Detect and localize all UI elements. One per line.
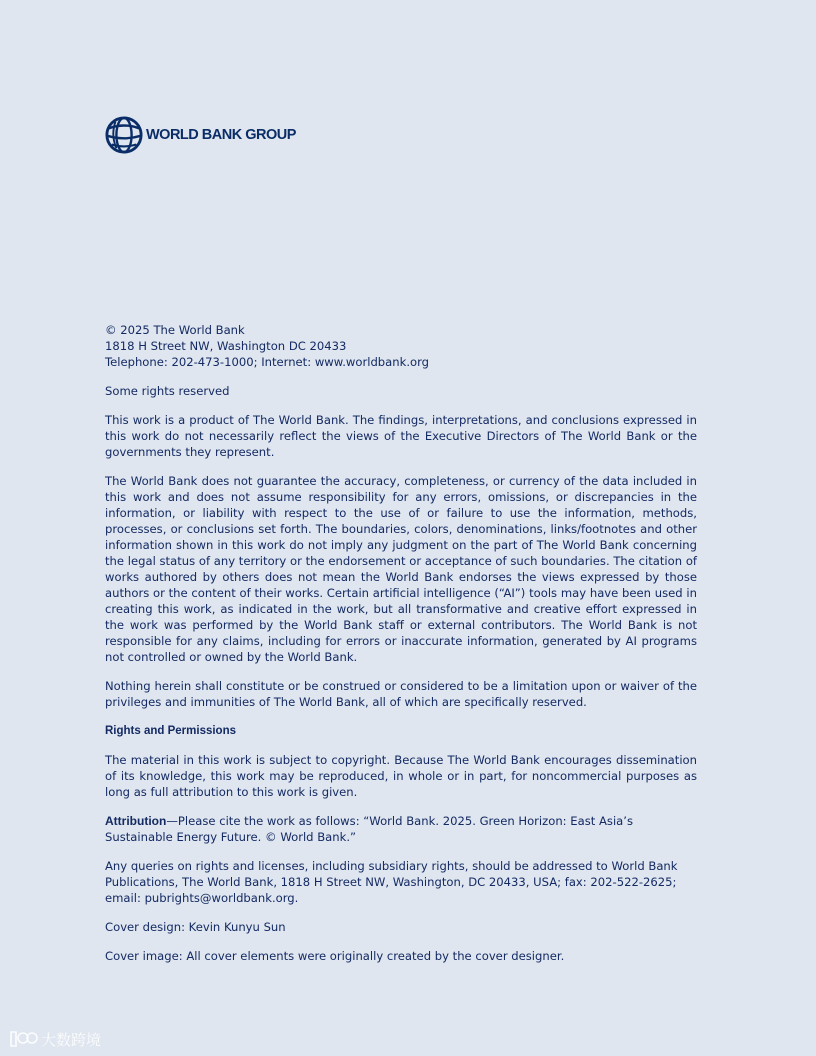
paragraph-nothing-herein: Nothing herein shall constitute or be construed or considered to be a limitation upon or waiver of the privileges and immunities of The World Bank, all of which are specifically reserved. <box>105 679 697 709</box>
paragraph-guarantee: The World Bank does not guarantee the accuracy, completeness, or currency of the data included in this work and does not assume responsibility for any errors, omissions, or discrepancies in the information, or liability with respect to the use of or failure to use the information, methods, processes, or conclusions set forth. The boundaries, colors, denominations, links/footnotes and other information shown in this work do not imply any judgment on the part of The World Bank concerning the legal status of any territory or the endorsement or acceptance of such boundaries. The citation of works authored by others does not mean the World Bank endorses the views expressed by those authors or the content of their works. Certain artificial intelligence (“AI”) tools may have been used in creating this work, as indicated in the work, but all transformative and creative effort expressed in the work was performed by the World Bank staff or external contributors. The World Bank is not responsible for any claims, including for errors or inaccurate information, generated by AI programs not controlled or owned by the World Bank. <box>105 474 697 664</box>
world-bank-logo <box>105 116 296 154</box>
globe-logo-icon <box>105 116 143 154</box>
address-line: 1818 H Street NW, Washington DC 20433 <box>105 339 347 353</box>
attribution-label: Attribution <box>105 814 167 828</box>
copyright-line: © 2025 The World Bank <box>105 323 245 337</box>
paragraph-product: This work is a product of The World Bank. The findings, interpretations, and conclusions expressed in this work do not necessarily reflect the views of the Executive Directors of The World Bank or the governments they represent. <box>105 413 697 459</box>
cover-design: Cover design: Kevin Kunyu Sun <box>105 920 286 934</box>
attribution-paragraph <box>105 813 697 845</box>
copyright-block <box>105 322 697 370</box>
logo-text: WORLD BANK GROUP <box>146 127 296 143</box>
watermark <box>8 1028 101 1050</box>
attribution-text: —Please cite the work as follows: “World Bank. 2025. Green Horizon: East Asia’s Sustainable Energy Future. © World Bank.” <box>105 814 634 844</box>
copyright-page-content <box>105 322 697 977</box>
cover-image: Cover image: All cover elements were originally created by the cover designer. <box>105 949 565 963</box>
rights-reserved: Some rights reserved <box>105 384 230 398</box>
watermark-text: 大数跨境 <box>41 1030 102 1049</box>
watermark-logo-icon <box>8 1028 38 1050</box>
contact-line: Telephone: 202-473-1000; Internet: www.worldbank.org <box>105 355 430 369</box>
rights-permissions-heading: Rights and Permissions <box>105 725 237 737</box>
paragraph-queries: Any queries on rights and licenses, including subsidiary rights, should be addressed to World Bank Publications, The World Bank, 1818 H Street NW, Washington, DC 20433, USA; fax: 202-522-2625; email: pubrights@worldbank.org. <box>105 859 678 905</box>
paragraph-material: The material in this work is subject to copyright. Because The World Bank encourages dissemination of its knowledge, this work may be reproduced, in whole or in part, for noncommercial purposes as long as full attribution to this work is given. <box>105 753 697 799</box>
